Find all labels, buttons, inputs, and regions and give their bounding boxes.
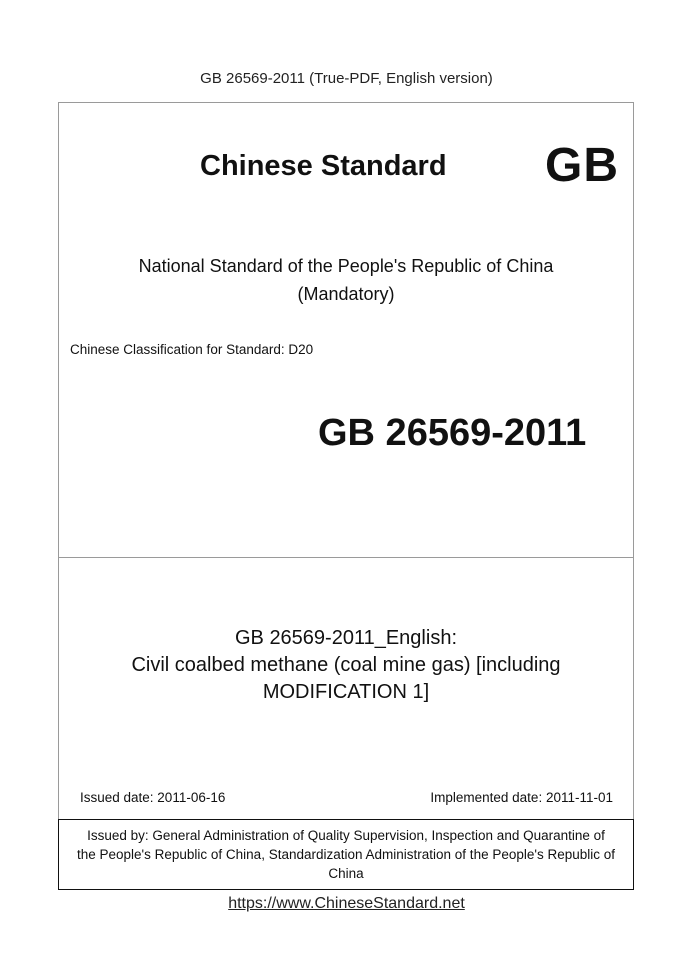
gb-mark: GB	[545, 139, 619, 192]
classification-code: Chinese Classification for Standard: D20	[70, 342, 314, 357]
issuer-line-1: Issued by: General Administration of Quality Supervision, Inspection and Quarantine of	[87, 828, 605, 843]
national-standard-statement	[58, 252, 634, 308]
website-link[interactable]: https://www.ChineseStandard.net	[228, 895, 465, 912]
title-line-1: GB 26569-2011_English:	[234, 627, 457, 649]
issued-date: Issued date: 2011-06-16	[80, 790, 226, 805]
implemented-date: Implemented date: 2011-11-01	[430, 790, 613, 805]
issuer-statement	[58, 826, 634, 883]
title-line-3: MODIFICATION 1]	[262, 681, 430, 703]
mandatory-label: (Mandatory)	[297, 284, 395, 304]
standard-number: GB 26569-2011	[318, 412, 587, 454]
issuer-line-3: China	[328, 866, 364, 881]
national-standard-line: National Standard of the People's Republic of China	[138, 256, 554, 276]
title-line-2: Civil coalbed methane (coal mine gas) [including	[131, 654, 561, 676]
issuer-line-2: the People's Republic of China, Standardization Administration of the People's Republic of	[77, 847, 615, 862]
document-header: GB 26569-2011 (True-PDF, English version)	[200, 70, 493, 87]
chinese-standard-heading: Chinese Standard	[200, 150, 447, 182]
document-title	[58, 625, 634, 706]
